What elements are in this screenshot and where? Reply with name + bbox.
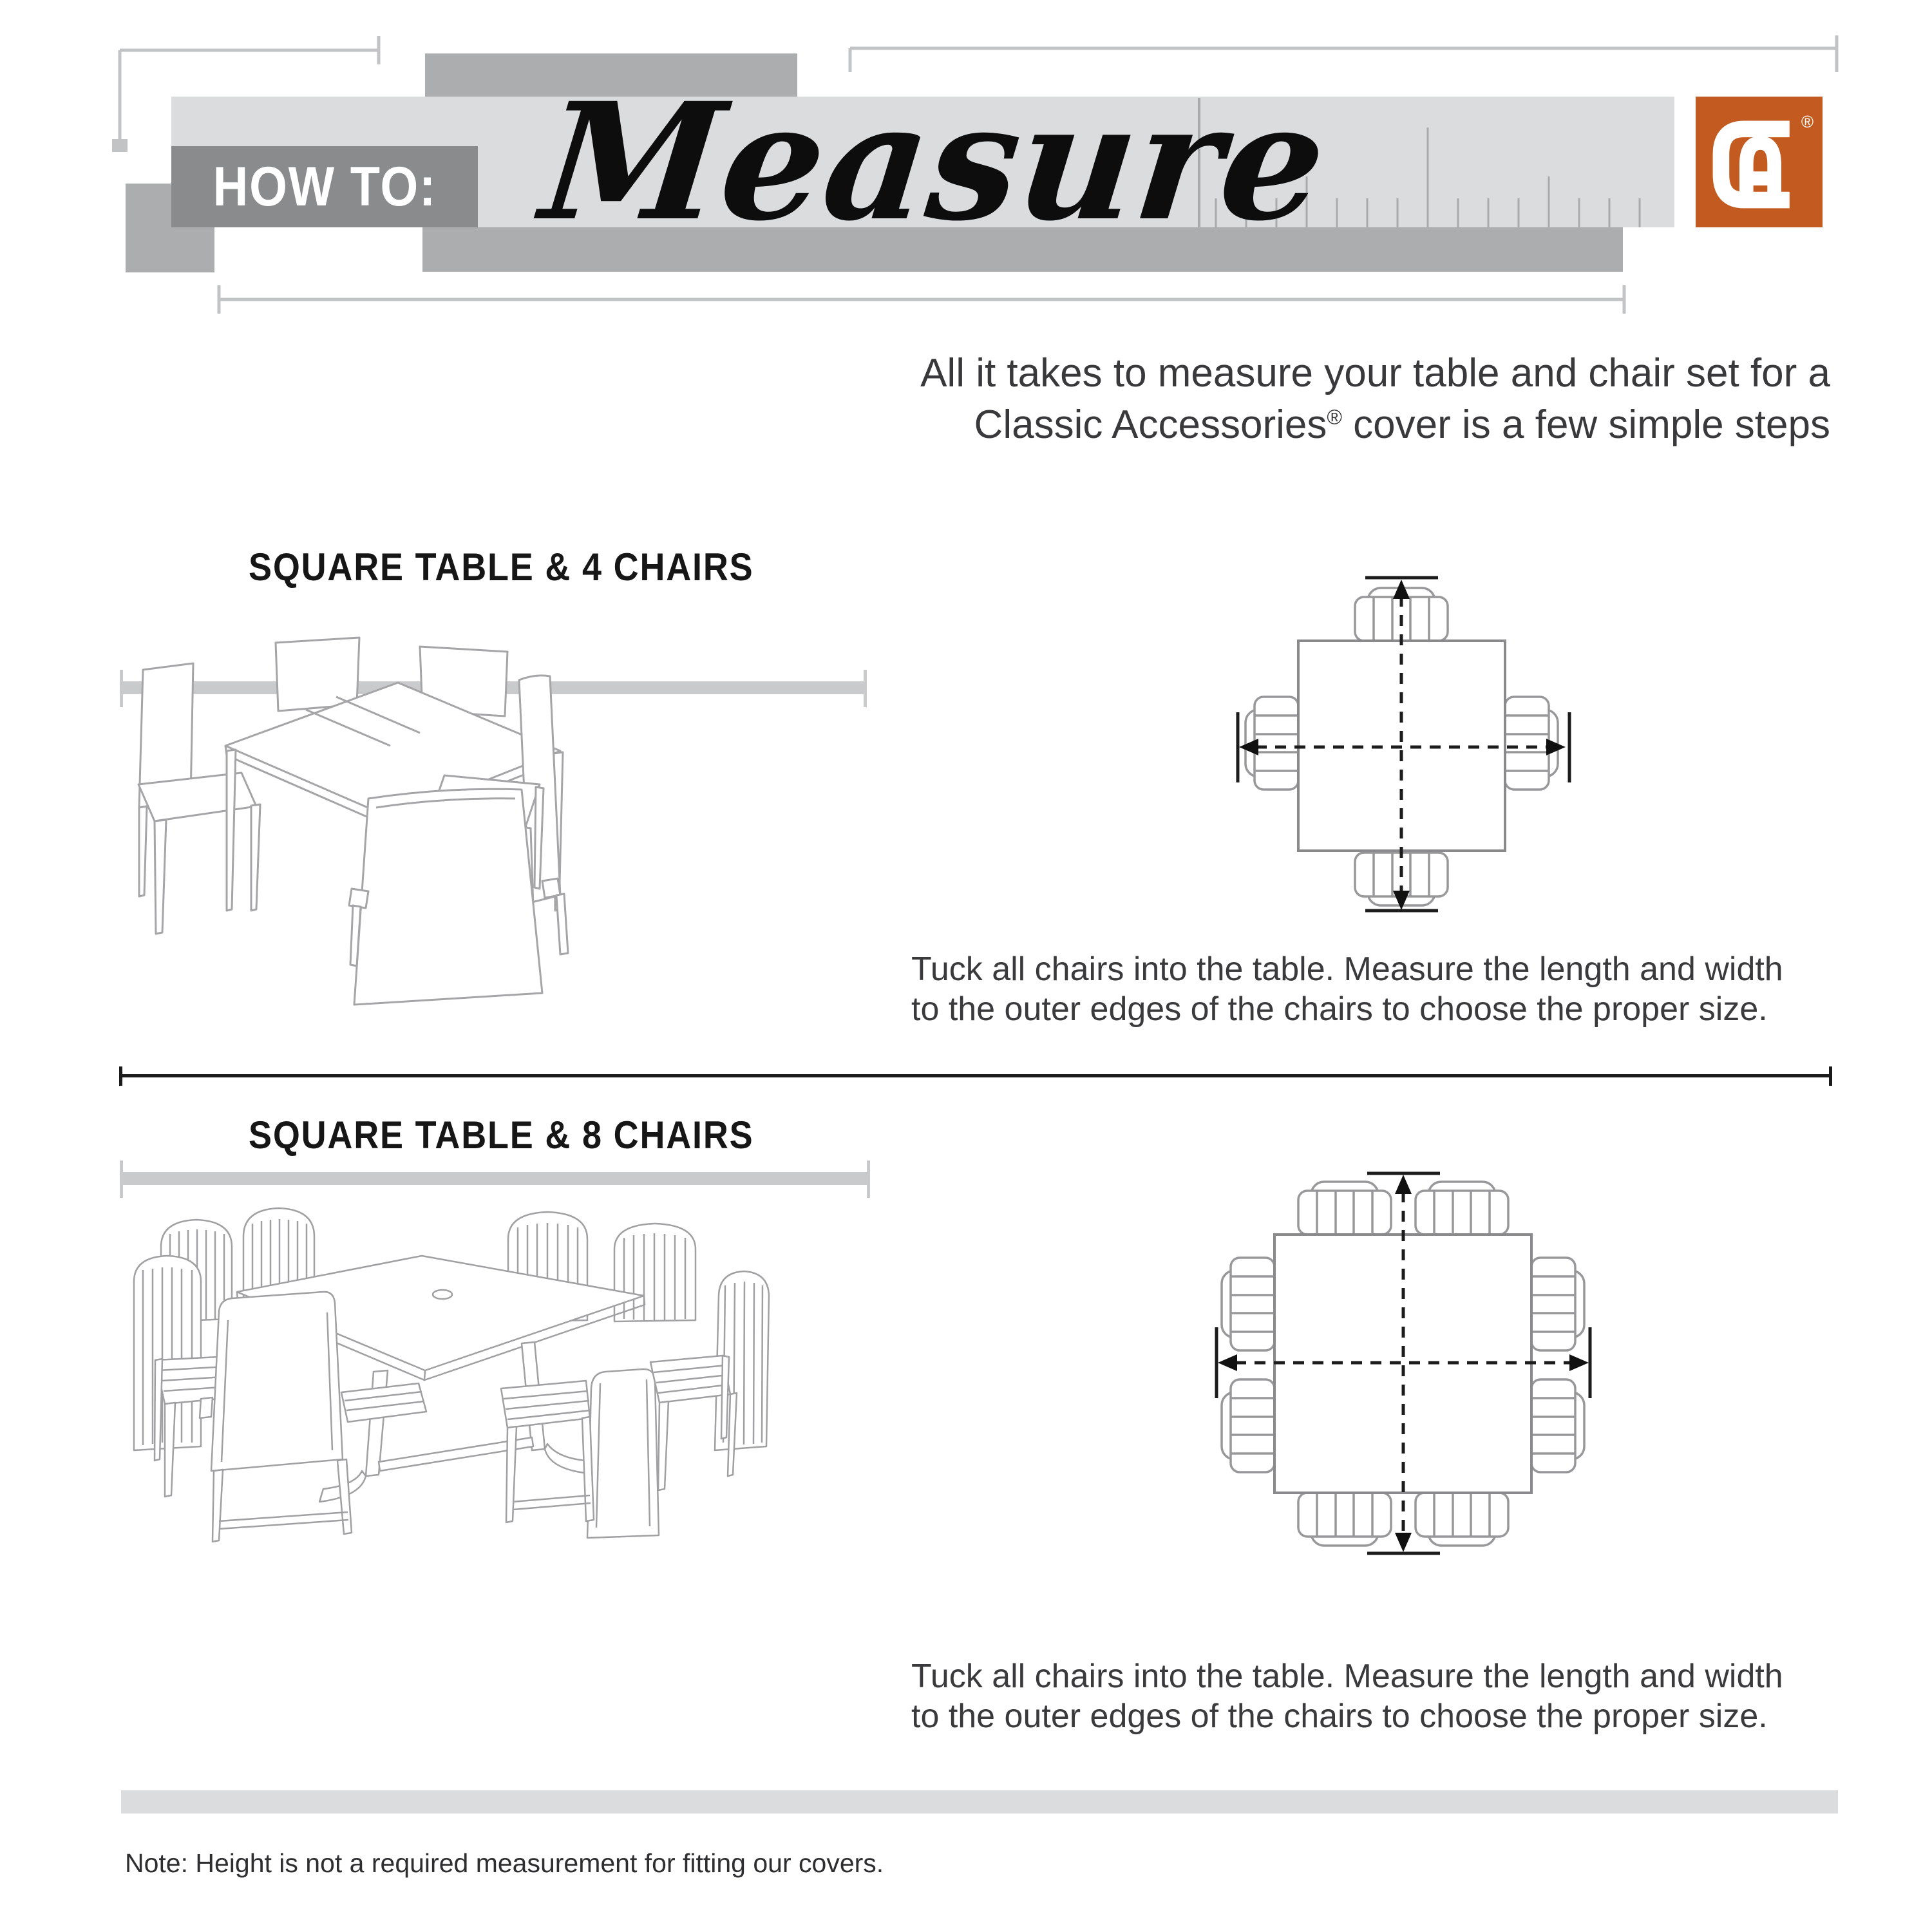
footer-gray-bar bbox=[121, 1790, 1838, 1814]
section-1-caption bbox=[911, 949, 1783, 1029]
caption-line-1: Tuck all chairs into the table. Measure the length and width bbox=[911, 951, 1783, 988]
measure-script-title: Measure bbox=[534, 67, 1334, 256]
intro-line-2: Classic Accessories® cover is a few simple steps bbox=[974, 402, 1830, 447]
logo-registered-mark: ® bbox=[1801, 112, 1814, 131]
divider-tick bbox=[1829, 1066, 1832, 1086]
section-divider bbox=[119, 1074, 1832, 1077]
caption-line-1: Tuck all chairs into the table. Measure the length and width bbox=[911, 1658, 1783, 1695]
classic-accessories-logo bbox=[1696, 97, 1823, 227]
chair-bottom-right bbox=[1416, 1493, 1508, 1546]
chair-left-upper bbox=[1222, 1258, 1274, 1350]
caption-line-2: to the outer edges of the chairs to choose the proper size. bbox=[911, 990, 1768, 1028]
intro-line-1: All it takes to measure your table and chair set for a bbox=[920, 351, 1830, 395]
square-table-4-chairs-illustration bbox=[109, 618, 683, 1024]
intro-text bbox=[920, 348, 1830, 451]
how-to-kicker-box bbox=[171, 146, 478, 227]
chair-top-left bbox=[1298, 1182, 1391, 1235]
measure-line-tick bbox=[864, 670, 867, 707]
section-2-caption bbox=[911, 1656, 1783, 1736]
chair-bottom-left bbox=[1298, 1493, 1391, 1546]
how-to-kicker-label: HOW TO: bbox=[213, 155, 437, 218]
chair-right-lower bbox=[1531, 1379, 1584, 1472]
section-2-title: SQUARE TABLE & 8 CHAIRS bbox=[249, 1113, 754, 1157]
divider-tick bbox=[119, 1066, 122, 1086]
measure-line-tick bbox=[867, 1160, 870, 1198]
footer-note: Note: Height is not a required measurement for fitting our covers. bbox=[125, 1848, 884, 1878]
chair-top-right bbox=[1416, 1182, 1508, 1235]
section-1-title: SQUARE TABLE & 4 CHAIRS bbox=[249, 545, 754, 589]
measure-line-tick bbox=[120, 1160, 123, 1198]
top-down-4-chairs-measurement-diagram bbox=[1211, 554, 1597, 940]
chair-right-upper bbox=[1531, 1258, 1584, 1350]
square-table-8-chairs-illustration bbox=[71, 1198, 779, 1558]
section-2-measure-line bbox=[121, 1172, 869, 1185]
caption-line-2: to the outer edges of the chairs to choose the proper size. bbox=[911, 1698, 1768, 1735]
chair-left-lower bbox=[1222, 1379, 1274, 1472]
top-down-8-chairs-measurement-diagram bbox=[1191, 1153, 1616, 1578]
